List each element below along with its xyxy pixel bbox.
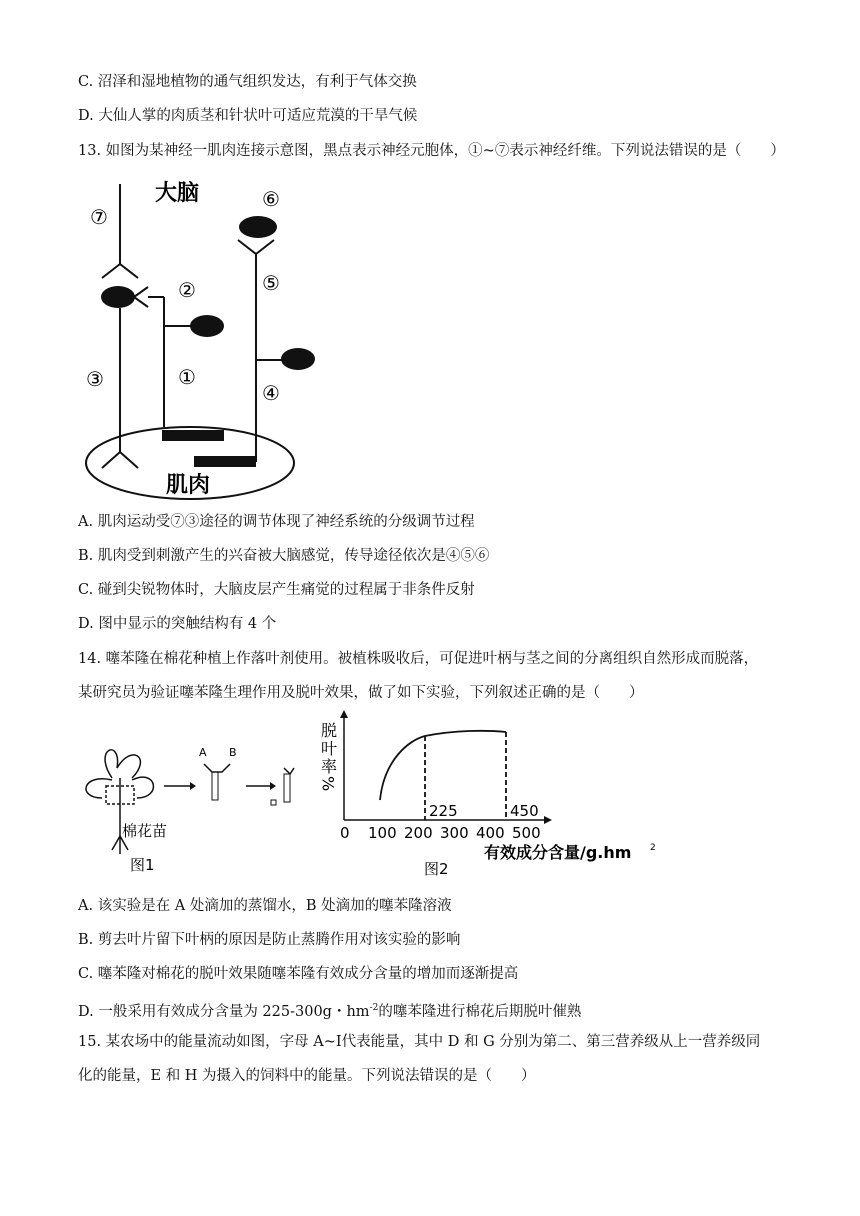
option-d-prev: D. 大仙人掌的肉质茎和针状叶可适应荒漠的干旱气候 <box>78 108 418 124</box>
label-b: B <box>229 746 237 759</box>
question-13: 13. 如图为某神经一肌肉连接示意图，黑点表示神经元胞体，①~⑦表示神经纤维。下列说法错误的是（ ） <box>78 143 785 159</box>
neuro-muscle-diagram <box>80 172 320 502</box>
label-2: ② <box>178 278 196 302</box>
q14-option-d <box>78 998 581 1022</box>
q14-option-a: A. 该实验是在 A 处滴加的蒸馏水，B 处滴加的噻苯隆溶液 <box>78 898 452 914</box>
question-14-cont: 某研究员为验证噻苯隆生理作用及脱叶效果，做了如下实验，下列叙述正确的是（ ） <box>78 685 644 701</box>
figure-2-caption: 图2 <box>424 860 449 876</box>
cell-body-6 <box>239 216 277 238</box>
x-axis-label: 有效成分含量/g.hm <box>484 843 632 862</box>
y-axis-label: 脱叶率% <box>318 722 338 794</box>
q14-option-b: B. 剪去叶片留下叶柄的原因是防止蒸腾作用对该实验的影响 <box>78 932 461 948</box>
label-a: A <box>199 746 207 759</box>
question-14: 14. 噻苯隆在棉花种植上作落叶剂使用。被植株吸收后，可促进叶柄与茎之间的分离组织自然形成而脱落， <box>78 651 759 667</box>
x-tick-label: 0 <box>340 824 350 842</box>
y-axis-arrow <box>340 710 348 718</box>
sensory-receptor <box>194 456 256 467</box>
x-tick-label: 500 <box>512 824 541 842</box>
q13-option-d: D. 图中显示的突触结构有 4 个 <box>78 616 277 632</box>
q14d-tail: 的噻苯隆进行棉花后期脱叶催熟 <box>378 1003 582 1020</box>
q14d-sup: -2 <box>369 1003 379 1013</box>
label-3: ③ <box>86 367 104 391</box>
q14-option-c: C. 噻苯隆对棉花的脱叶效果随噻苯隆有效成分含量的增加而逐渐提高 <box>78 966 519 982</box>
cell-body-1 <box>190 315 224 337</box>
q13-option-a: A. 肌肉运动受⑦③途径的调节体现了神经系统的分级调节过程 <box>78 514 475 530</box>
q13-option-c: C. 碰到尖锐物体时，大脑皮层产生痛觉的过程属于非条件反射 <box>78 582 475 598</box>
motor-end-plate <box>162 430 224 441</box>
cell-body-3 <box>101 286 135 308</box>
series-line <box>380 731 506 800</box>
figure-1-caption: 图1 <box>130 856 155 874</box>
label-6: ⑥ <box>262 187 280 211</box>
x-axis-label-sup: 2 <box>650 843 656 853</box>
label-1: ① <box>178 365 196 389</box>
label-4: ④ <box>262 381 280 405</box>
label-5: ⑤ <box>262 271 280 295</box>
marker-label-225: 225 <box>429 802 458 820</box>
muscle-label: 肌肉 <box>166 473 211 498</box>
x-tick-label: 200 <box>404 824 433 842</box>
label-7: ⑦ <box>90 205 108 229</box>
cell-body-4 <box>281 348 315 370</box>
x-axis-arrow <box>544 816 552 824</box>
q14d-text: D. 一般采用有效成分含量为 225-300g・hm <box>78 1003 370 1020</box>
x-tick-label: 100 <box>368 824 397 842</box>
question-15: 15. 某农场中的能量流动如图，字母 A~Ⅰ代表能量，其中 D 和 G 分别为第二、第三营养级从上一营养级同 <box>78 1034 761 1050</box>
x-tick-label: 300 <box>440 824 469 842</box>
figure-2-chart <box>312 708 672 876</box>
option-c-prev: C. 沼泽和湿地植物的通气组织发达，有利于气体交换 <box>78 74 417 90</box>
question-15-cont: 化的能量，E 和 H 为摄入的饲料中的能量。下列说法错误的是（ ） <box>78 1068 536 1084</box>
x-tick-label: 400 <box>476 824 505 842</box>
marker-label-450: 450 <box>510 802 539 820</box>
figure-1 <box>72 738 312 878</box>
seedling-label: 棉花苗 <box>122 822 168 840</box>
brain-label: 大脑 <box>155 181 200 206</box>
q13-option-b: B. 肌肉受到刺激产生的兴奋被大脑感觉，传导途径依次是④⑤⑥ <box>78 548 490 564</box>
